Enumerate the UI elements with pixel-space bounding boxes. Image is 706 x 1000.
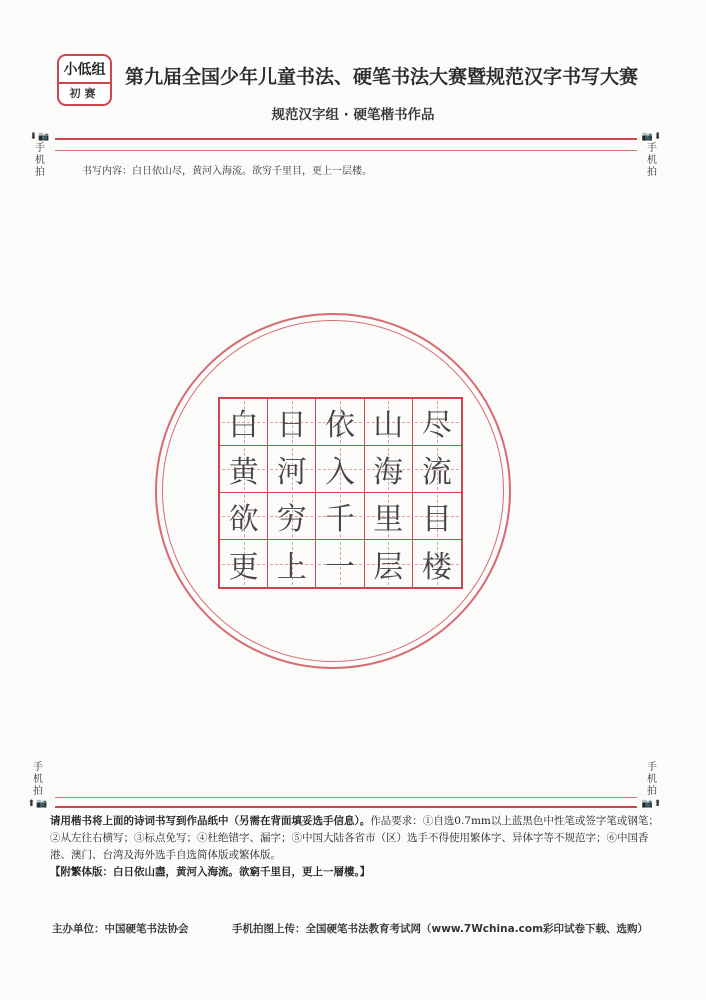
side-char: 拍 — [35, 167, 45, 178]
page-subtitle: 规范汉字组 · 硬笔楷书作品 — [271, 107, 435, 123]
side-mark-top-left — [28, 131, 52, 179]
grid-cell: 依 — [316, 399, 364, 446]
writing-grid — [218, 397, 463, 589]
grid-cell: 海 — [365, 446, 413, 493]
side-char: 机 — [647, 774, 657, 785]
grid-cell: 更 — [220, 540, 268, 587]
side-char: 手 — [35, 143, 45, 154]
writing-content-label: 书写内容： — [82, 166, 132, 177]
upload-camera-icon: ⬆📷 — [27, 799, 49, 809]
side-char: 拍 — [33, 786, 43, 797]
side-mark-bottom-left — [26, 762, 50, 810]
grid-cell: 上 — [268, 540, 316, 587]
writing-content — [82, 162, 372, 177]
bottom-rule — [55, 806, 637, 808]
grid-cell: 层 — [365, 540, 413, 587]
grid-cell: 流 — [413, 446, 461, 493]
grid-cell: 河 — [268, 446, 316, 493]
group-badge — [57, 54, 112, 106]
grid-cell: 一 — [316, 540, 364, 587]
grid-cell: 千 — [316, 493, 364, 540]
side-char: 手 — [647, 762, 657, 773]
top-rule-inner — [55, 150, 637, 151]
grid-cell: 楼 — [413, 540, 461, 587]
side-char: 手 — [33, 762, 43, 773]
bottom-rule-inner — [55, 797, 637, 798]
grid-cell: 欲 — [220, 493, 268, 540]
side-char: 机 — [647, 155, 657, 166]
side-mark-top-right — [640, 131, 664, 179]
grid-cell: 日 — [268, 399, 316, 446]
instructions-body: 作品要求：①自选0.7mm以上蓝黑色中性笔或签字笔或钢笔；②从左往右横写；③标点免写；④杜绝错字、漏字；⑤中国大陆各省市（区）选手不得使用繁体字、异体字等不规范字；⑥中国香港、澳门、台湾及海外选手自选简体版或繁体版。 — [50, 815, 659, 861]
side-char: 机 — [35, 155, 45, 166]
instructions-lead: 请用楷书将上面的诗词书写到作品纸中（另需在背面填妥选手信息）。 — [50, 815, 371, 827]
instructions — [50, 813, 660, 881]
top-rule — [55, 138, 637, 140]
camera-upload-icon: 📷⬆ — [641, 799, 663, 809]
side-char: 拍 — [647, 786, 657, 797]
side-mark-bottom-right — [640, 762, 664, 810]
side-char: 手 — [647, 143, 657, 154]
page-title: 第九届全国少年儿童书法、硬笔书法大赛暨规范汉字书写大赛 — [125, 66, 639, 88]
download-camera-icon: ⬇📷 — [29, 132, 51, 142]
round-label: 初赛 — [69, 87, 100, 100]
group-label: 小低组 — [59, 56, 110, 84]
grid-cell: 穷 — [268, 493, 316, 540]
grid-cell: 入 — [316, 446, 364, 493]
side-char: 机 — [33, 774, 43, 785]
organizer-text: 主办单位：中国硬笔书法协会 — [52, 923, 189, 935]
writing-content-text: 白日依山尽，黄河入海流。欲穷千里目，更上一层楼。 — [132, 166, 372, 177]
grid-cell: 目 — [413, 493, 461, 540]
grid-cell: 白 — [220, 399, 268, 446]
grid-cell: 山 — [365, 399, 413, 446]
upload-info-text: 手机拍图上传：全国硬笔书法教育考试网（www.7Wchina.com彩印试卷下载、选购） — [232, 923, 649, 935]
grid-cell: 里 — [365, 493, 413, 540]
grid-cell: 尽 — [413, 399, 461, 446]
grid-cell: 黄 — [220, 446, 268, 493]
camera-download-icon: 📷⬇ — [641, 132, 663, 142]
side-char: 拍 — [647, 167, 657, 178]
traditional-version: 【附繁体版：白日依山盡，黄河入海流。欲窮千里目，更上一層樓。】 — [50, 866, 371, 878]
